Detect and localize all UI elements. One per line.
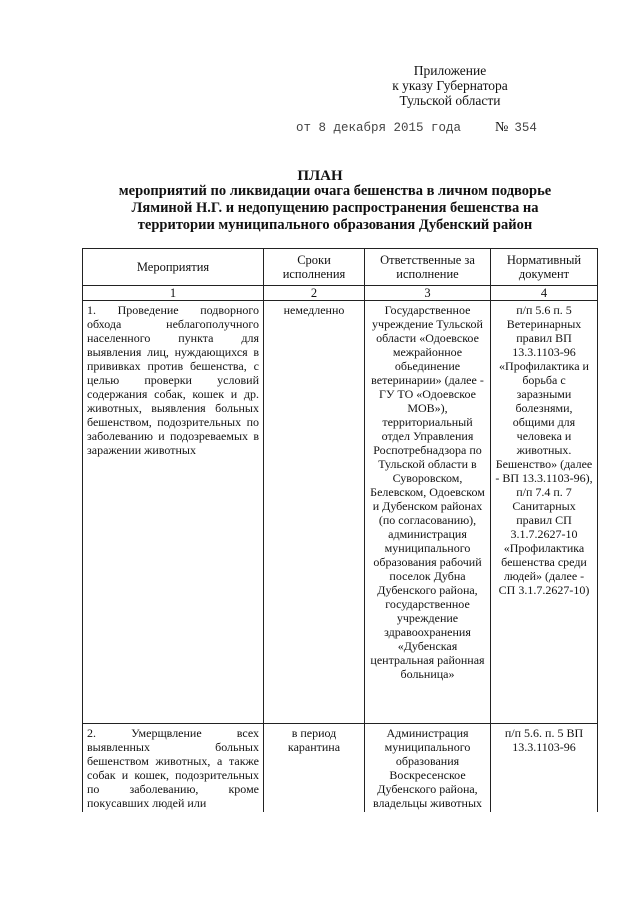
responsible-cell: Администрация муниципального образования Воскресенское Дубенского района, владельцы животных: [365, 724, 491, 813]
table-row: [83, 724, 598, 813]
column-number-row: [83, 286, 598, 301]
responsible-cell: Государственное учреждение Тульской области «Одоевское межрайонное обьединение ветеринарии» (далее - ГУ ТО «Одоевское МОВ»), территориальный отдел Управления Роспотребнадзора по Тульской области в Суворовском, Белевском, Одоевском и Дубенском районах (по согласованию), администрация муниципального образования рабочий поселок Дубна Дубенского района, государственное учреждение здравоохранения «Дубенская центральная районная больница»: [365, 301, 491, 724]
measure-cell: 1. Проведение подворного обхода неблагополучного населенного пункта для выявления лиц, нуждающихся в прививках против бешенства, с целью проверки условий содержания собак, кошек и др. животных, выявления больных бешенством, подозрительных по заболеванию и подозреваемых в заражении животных: [83, 301, 264, 724]
column-number: 2: [264, 286, 365, 301]
annex-line-3: Тульской области: [399, 93, 501, 108]
decree-number-label: №: [495, 120, 509, 135]
header-deadlines: Сроки исполнения: [264, 249, 365, 286]
header-document: Нормативный документ: [491, 249, 598, 286]
annex-block: [370, 63, 530, 108]
table-row: [83, 301, 598, 724]
decree-date: от 8 декабря 2015 года: [296, 121, 462, 135]
document-cell: п/п 5.6 п. 5 Ветеринарных правил ВП 13.3.1103-96 «Профилактика и борьба с заразными болезнями, общими для человека и животных. Бешенство» (далее - ВП 13.3.1103-96), п/п 7.4 п. 7 Санитарных правил СП 3.1.7.2627-10 «Профилактика бешенства среди людей» (далее - СП 3.1.7.2627-10): [491, 301, 598, 724]
deadline-cell: немедленно: [264, 301, 365, 724]
document-cell: п/п 5.6. п. 5 ВП 13.3.1103-96: [491, 724, 598, 813]
plan-subtitle: мероприятий по ликвидации очага бешенства в личном подворье Ляминой Н.Г. и недопущению распространения бешенства на территории муниципального образования Дубенский район: [118, 183, 552, 233]
header-responsible: Ответственные за исполнение: [365, 249, 491, 286]
measure-cell: 2. Умерщвление всех выявленных больных бешенством животных, а также собак и кошек, подозрительных по заболеванию, кроме покусавших людей или: [83, 724, 264, 813]
table-header-row: [83, 249, 598, 286]
deadline-cell: в период карантина: [264, 724, 365, 813]
decree-number: 354: [514, 121, 537, 135]
column-number: 3: [365, 286, 491, 301]
annex-line-2: к указу Губернатора: [392, 78, 508, 93]
plan-title: ПЛАН: [297, 168, 343, 184]
column-number: 4: [491, 286, 598, 301]
decree-line: [296, 120, 596, 136]
plan-table: [82, 248, 598, 812]
header-measures: Мероприятия: [83, 249, 264, 286]
column-number: 1: [83, 286, 264, 301]
annex-line-1: Приложение: [413, 63, 487, 78]
